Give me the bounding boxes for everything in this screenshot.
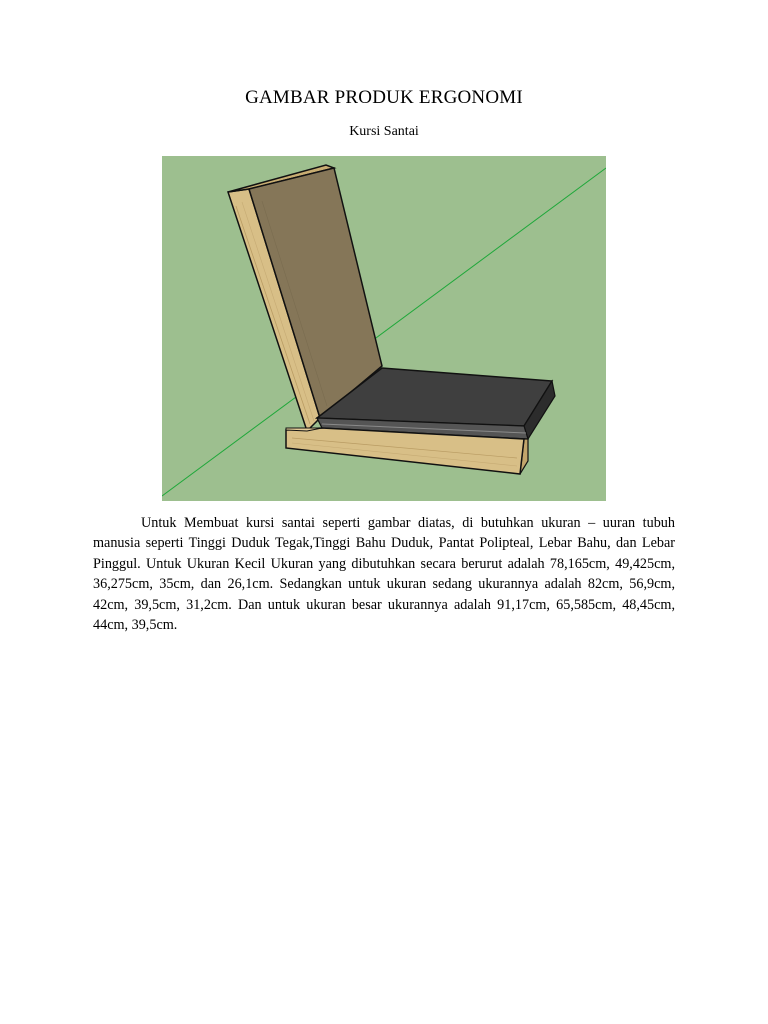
chair-illustration xyxy=(162,156,606,501)
description-paragraph: Untuk Membuat kursi santai seperti gambar diatas, di butuhkan ukuran – uuran tubuh manusia seperti Tinggi Duduk Tegak,Tinggi Bahu Duduk, Pantat Polipteal, Lebar Bahu, dan Lebar Pinggul. Untuk Ukuran Kecil Ukuran yang dibutuhkan secara berurut adalah 78,165cm, 49,425cm, 36,275cm, 35cm, dan 26,1cm. Sedangkan untuk ukuran sedang ukurannya adalah 82cm, 56,9cm, 42cm, 39,5cm, 31,2cm. Dan untuk ukuran besar ukurannya adalah 91,17cm, 65,585cm, 48,45cm, 44cm, 39,5cm. xyxy=(93,515,675,634)
chair-figure xyxy=(162,156,606,501)
document-subtitle: Kursi Santai xyxy=(349,124,419,139)
document-title: GAMBAR PRODUK ERGONOMI xyxy=(245,87,523,108)
